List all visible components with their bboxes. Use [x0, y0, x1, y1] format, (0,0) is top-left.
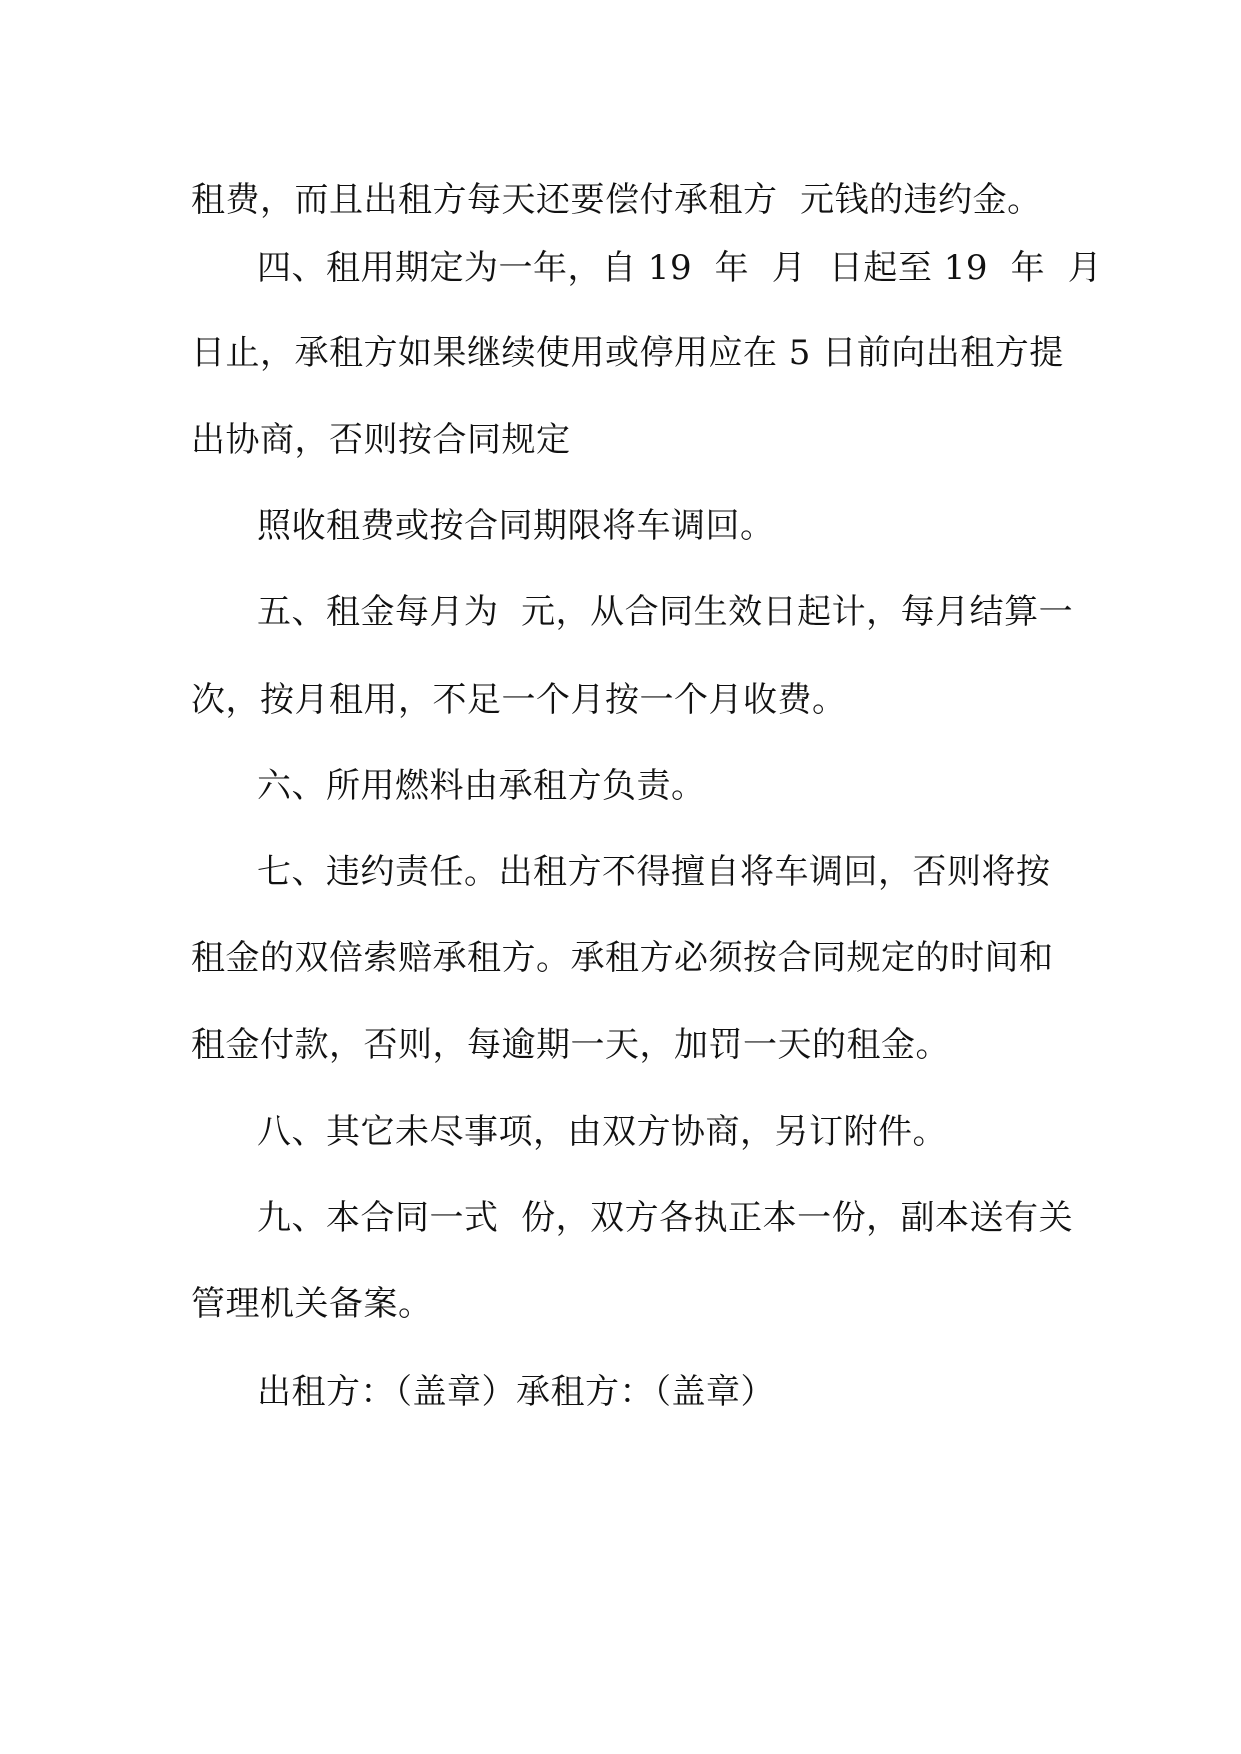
clause-8: 八、其它未尽事项，由双方协商，另订附件。	[257, 1112, 947, 1152]
clause-7-line-2: 租金的双倍索赔承租方。承租方必须按合同规定的时间和	[191, 938, 1054, 978]
signature-line: 出租方：（盖章）承租方：（盖章）	[257, 1372, 775, 1412]
clause-5-line-1: 五、租金每月为 元，从合同生效日起计，每月结算一	[257, 592, 1074, 632]
clause-6: 六、所用燃料由承租方负责。	[257, 766, 706, 806]
text-line-1: 租费，而且出租方每天还要偿付承租方 元钱的违约金。	[191, 180, 1042, 220]
clause-7-line-1: 七、违约责任。出租方不得擅自将车调回，否则将按	[257, 852, 1051, 892]
clause-4-line-1: 四、租用期定为一年，自 19 年 月 日起至 19 年 月	[257, 248, 1103, 288]
clause-7-line-3: 租金付款，否则，每逾期一天，加罚一天的租金。	[191, 1025, 950, 1065]
clause-9-line-2: 管理机关备案。	[191, 1284, 433, 1324]
clause-4-line-2: 日止，承租方如果继续使用或停用应在 5 日前向出租方提	[191, 333, 1064, 373]
clause-4-continuation: 照收租费或按合同期限将车调回。	[257, 506, 775, 546]
clause-9-line-1: 九、本合同一式 份，双方各执正本一份，副本送有关	[257, 1198, 1074, 1238]
clause-5-line-2: 次，按月租用，不足一个月按一个月收费。	[191, 680, 847, 720]
clause-4-line-3: 出协商，否则按合同规定	[191, 420, 571, 460]
